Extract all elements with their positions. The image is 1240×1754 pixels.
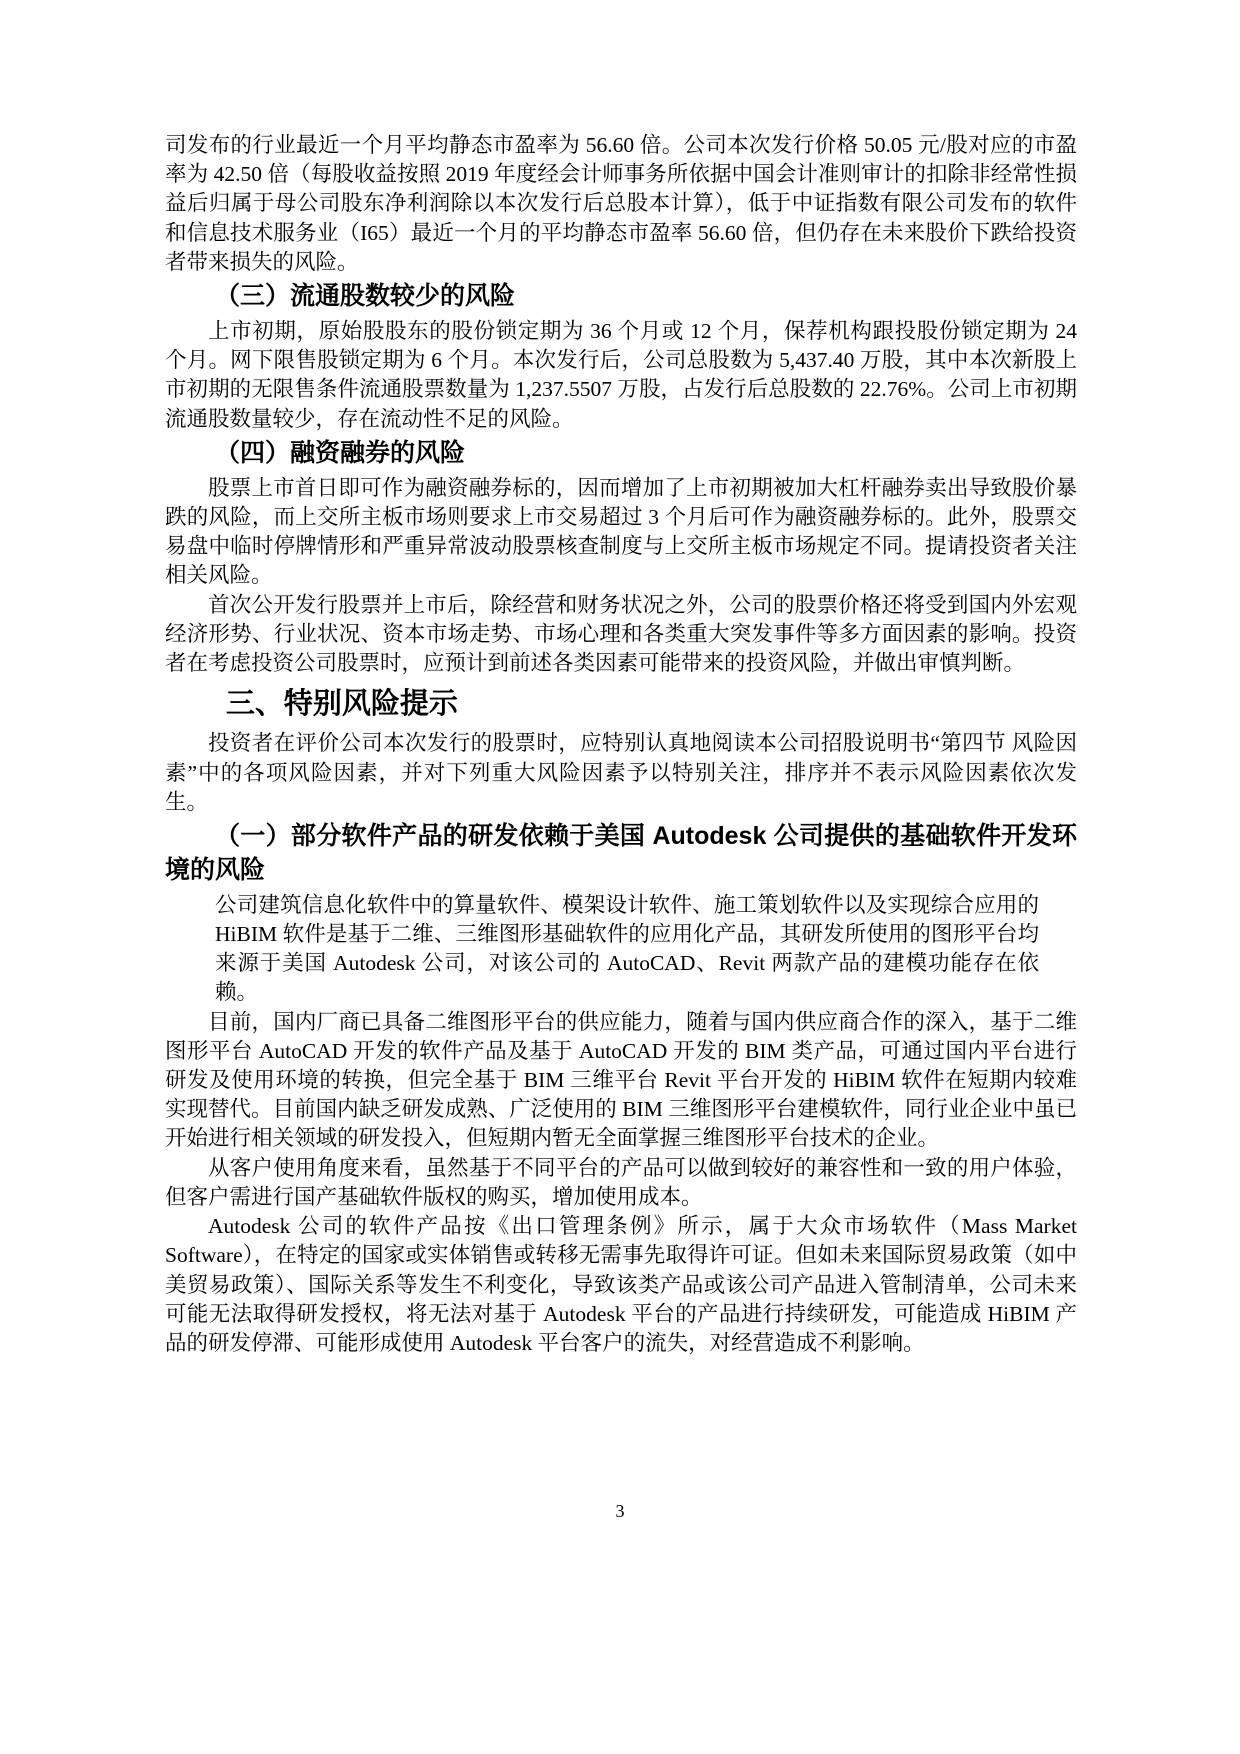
paragraph-customer-compatibility: 从客户使用角度来看，虽然基于不同平台的产品可以做到较好的兼容性和一致的用户体验，但客户需进行国产基础软件版权的购买，增加使用成本。 — [165, 1155, 1077, 1209]
paragraph-investor-notice: 投资者在评价公司本次发行的股票时，应特别认真地阅读本公司招股说明书“第四节 风险因素”中的各项风险因素，并对下列重大风险因素予以特别关注，排序并不表示风险因素依次发生。 — [165, 731, 1077, 814]
heading-special-risk-notice: 三、特别风险提示 — [225, 688, 458, 721]
heading-liquidity-risk: （三）流通股数较少的风险 — [215, 282, 516, 311]
paragraph-pe-ratio-risk: 司发布的行业最近一个月平均静态市盈率为 56.60 倍。公司本次发行价格 50.05 元/股对应的市盈率为 42.50 倍（每股收益按照 2019 年度经会计师事务所依据中国会计准则审计的扣除非经常性损益后归属于母公司股东净利润除以本次发行后总股本计算），低于中证指数有限公司发布的软件和信息技术服务业（I65）最近一个月的平均静态市盈率 56.60 倍，但仍存在未来股价下跌给投资者带来损失的风险。 — [165, 133, 1077, 274]
paragraph-domestic-platform-status: 目前，国内厂商已具备二维图形平台的供应能力，随着与国内供应商合作的深入，基于二维图形平台 AutoCAD 开发的软件产品及基于 AutoCAD 开发的 BIM 类产品，可通过国内平台进行研发及使用环境的转换，但完全基于 BIM 三维平台 Revit 平台开发的 HiBIM 软件在短期内较难实现替代。目前国内缺乏研发成熟、广泛使用的 BIM 三维图形平台建模软件，同行业企业中虽已开始进行相关领域的研发投入，但短期内暂无全面掌握三维图形平台技术的企业。 — [165, 1009, 1077, 1151]
page-number: 3 — [615, 1501, 625, 1521]
paragraph-margin-trading: 股票上市首日即可作为融资融券标的，因而增加了上市初期被加大杠杆融券卖出导致股价暴跌的风险，而上交所主板市场则要求上市交易超过 3 个月后可作为融资融券标的。此外，股票交易盘中临时停牌情形和严重异常波动股票核查制度与上交所主板市场规定不同。提请投资者关注相关风险。 — [165, 475, 1077, 588]
document-body — [165, 131, 1077, 1358]
heading-autodesk-dependency-risk: （一）部分软件产品的研发依赖于美国 Autodesk 公司提供的基础软件开发环境的风险 — [165, 822, 1077, 884]
heading-margin-trading-risk: （四）融资融券的风险 — [215, 438, 466, 467]
paragraph-export-regulation-risk: Autodesk 公司的软件产品按《出口管理条例》所示，属于大众市场软件（Mass Market Software），在特定的国家或实体销售或转移无需事先取得许可证。但如未来国际贸易政策（如中美贸易政策）、国际关系等发生不利变化，导致该类产品或该公司产品进入管制清单，公司未来可能无法取得研发授权，将无法对基于 Autodesk 平台的产品进行持续研发，可能造成 HiBIM 产品的研发停滞、可能形成使用 Autodesk 平台客户的流失，对经营造成不利影响。 — [165, 1214, 1077, 1356]
paragraph-macro-factors: 首次公开发行股票并上市后，除经营和财务状况之外，公司的股票价格还将受到国内外宏观经济形势、行业状况、资本市场走势、市场心理和各类重大突发事件等多方面因素的影响。投资者在考虑投资公司股票时，应预计到前述各类因素可能带来的投资风险，并做出审慎判断。 — [165, 592, 1077, 676]
paragraph-software-platform-dependency: 公司建筑信息化软件中的算量软件、模架设计软件、施工策划软件以及实现综合应用的 HiBIM 软件是基于二维、三维图形基础软件的应用化产品，其研发所使用的图形平台均来源于美国 Autodesk 公司，对该公司的 AutoCAD、Revit 两款产品的建模功能存在依赖。 — [215, 892, 1039, 1005]
paragraph-lockup-period: 上市初期，原始股股东的股份锁定期为 36 个月或 12 个月，保荐机构跟投股份锁定期为 24 个月。网下限售股锁定期为 6 个月。本次发行后，公司总股数为 5,437.40 万股，其中本次新股上市初期的无限售条件流通股票数量为 1,237.5507 万股，占发行后总股数的 22.76%。公司上市初期流通股数量较少，存在流动性不足的风险。 — [165, 318, 1077, 431]
